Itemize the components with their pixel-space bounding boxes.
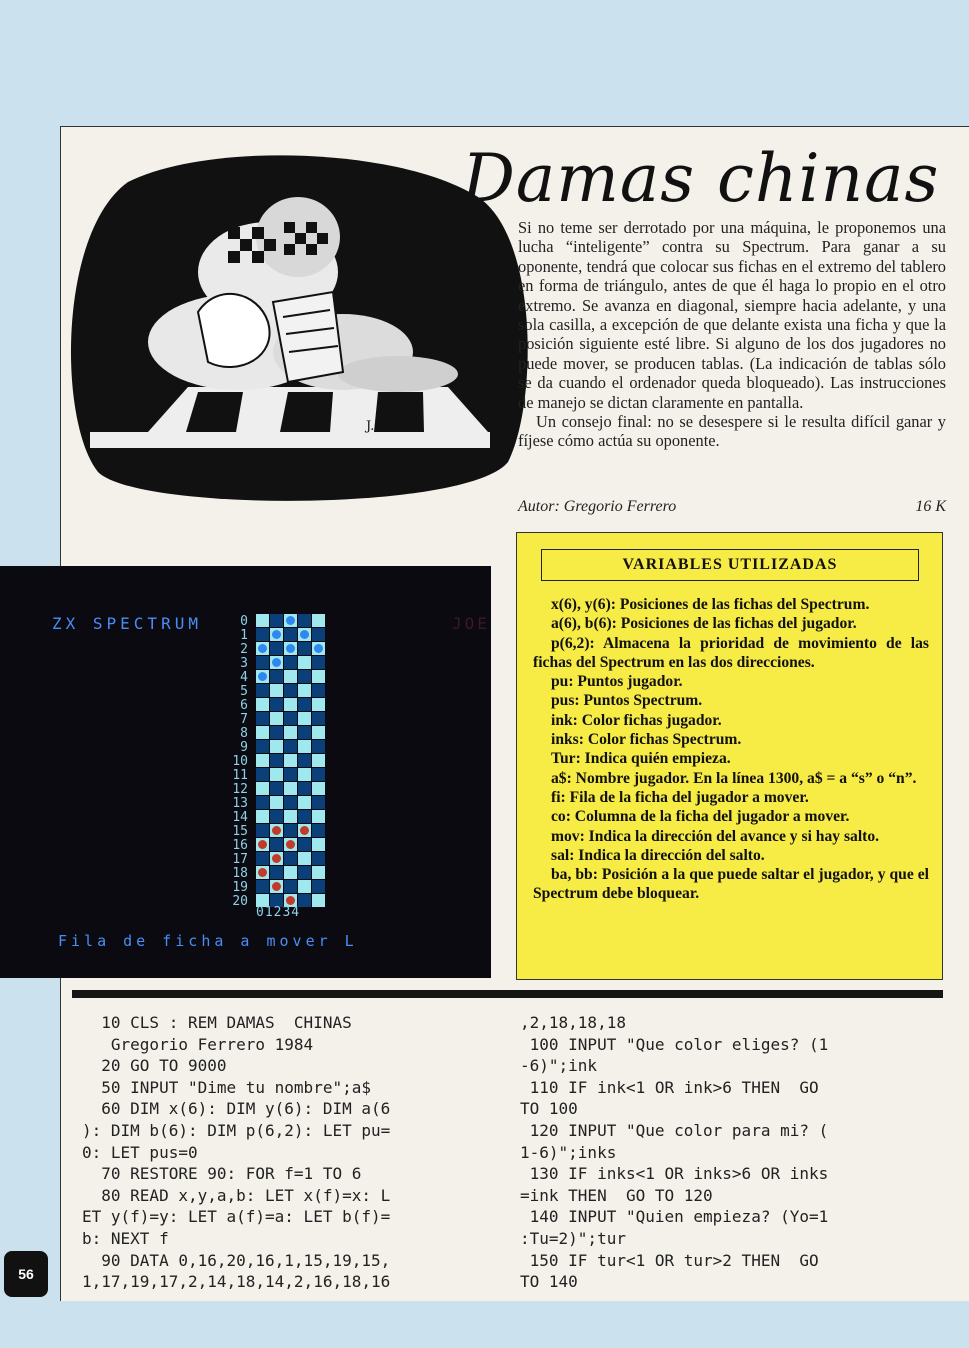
variables-heading: VARIABLES UTILIZADAS [541,549,919,581]
player-piece [300,826,309,835]
variables-box [516,532,943,980]
board-cell [256,782,269,795]
board-cell [270,810,283,823]
screen-prompt: Fila de ficha a mover L [58,932,358,950]
board-cell [312,866,325,879]
variable-item: mov: Indica la dirección del avance y si hay salto. [551,827,880,845]
board-cell [270,628,283,641]
board-cell [270,698,283,711]
board-cell [312,670,325,683]
spectrum-piece [258,644,267,653]
board-row-number: 8 [240,726,248,741]
board-cell [284,810,297,823]
variable-item: a(6), b(6): Posiciones de las fichas del jugador. [551,615,857,633]
board-cell [270,838,283,851]
board-cell [284,614,297,627]
board-cell [312,656,325,669]
board-cell [312,698,325,711]
code-line: 70 RESTORE 90: FOR f=1 TO 6 [82,1164,362,1184]
code-line: 60 DIM x(6): DIM y(6): DIM a(6 [82,1099,391,1119]
board-cell [298,768,311,781]
board-cell [256,810,269,823]
board-cell [256,614,269,627]
board-row-number: 17 [232,852,248,867]
board-cell [270,684,283,697]
board-column-numbers: 01234 [256,905,301,920]
board-cell [270,726,283,739]
board-cell [298,782,311,795]
board-cell [284,628,297,641]
board-cell [270,824,283,837]
player-piece [272,854,281,863]
code-line: 1,17,19,17,2,14,18,14,2,16,18,16 [82,1272,391,1292]
variables-list [533,595,929,904]
code-line: ET y(f)=y: LET a(f)=a: LET b(f)= [82,1207,391,1227]
intro-paragraph-1: Si no teme ser derrotado por una máquina, le proponemos una lucha “inteligente” contra su Spectrum. Para ganar a su oponente, tendrá que colocar sus fichas en el extremo del tablero en forma de triángulo, antes de que él haga lo propio en el otro extremo. Se avanza en diagonal, siempre hacia adelante, y una sola casilla, a excepción de que delante exista una ficha y que la posición siguiente esté libre. Si alguno de los dos jugadores no puede mover, se producen tablas. (La indicación de tablas sólo se da cuando el ordenador queda bloqueado). Las instrucciones de manejo se dictan claramente en pantalla. [518,218,946,412]
board-cell [284,866,297,879]
spectrum-piece [272,630,281,639]
variable-item: Tur: Indica quién empieza. [551,750,731,768]
board-cell [284,726,297,739]
board-row-number: 12 [232,782,248,797]
board-cell [256,880,269,893]
code-line: 80 READ x,y,a,b: LET x(f)=x: L [82,1185,391,1205]
board-cell [270,656,283,669]
code-line: TO 100 [520,1099,578,1119]
board-cell [312,768,325,781]
board-cell [256,670,269,683]
player-piece [272,882,281,891]
memory-requirement: 16 K [915,498,946,515]
board-cell [312,894,325,907]
board-cell [298,684,311,697]
code-line: 150 IF tur<1 OR tur>2 THEN GO [520,1250,819,1270]
intro-paragraph-2: Un consejo final: no se desespere si le resulta difícil ganar y fíjese cómo actúa su oponente. [518,412,946,451]
board-cell [270,614,283,627]
article-title: Damas chinas [462,140,940,217]
board-cell [256,628,269,641]
board-cell [256,838,269,851]
code-line: Gregorio Ferrero 1984 [82,1034,314,1054]
board-cell [284,684,297,697]
board-cell [284,880,297,893]
board-cell [298,754,311,767]
board-row-number: 18 [232,866,248,881]
article-intro [518,218,946,451]
board-cell [256,656,269,669]
board-cell [312,740,325,753]
board-row-number: 19 [232,880,248,895]
board-cell [312,824,325,837]
code-line: 90 DATA 0,16,20,16,1,15,19,15, [82,1250,391,1270]
variable-item: sal: Indica la dirección del salto. [551,846,765,864]
board-row-number: 6 [240,698,248,713]
board-cell [284,670,297,683]
player-piece [286,896,295,905]
board-row-number: 2 [240,642,248,657]
board-row-number: 9 [240,740,248,755]
variable-item: p(6,2): Almacena la prioridad de movimiento de las fichas del Spectrum en las dos direcciones. [533,634,929,671]
board-cell [298,796,311,809]
variable-item: ba, bb: Posición a la que puede saltar el jugador, y que el Spectrum debe bloquear. [533,866,929,903]
board-cell [312,684,325,697]
variable-item: a$: Nombre jugador. En la línea 1300, a$ = a “s” o “n”. [551,769,917,787]
player-piece [258,868,267,877]
variable-item: fi: Fila de la ficha del jugador a mover. [551,788,809,806]
board-row-number: 1 [240,628,248,643]
board-cell [270,642,283,655]
code-listing-left [82,1012,390,1293]
board-cell [284,712,297,725]
board-cell [256,698,269,711]
code-line: 1-6)";inks [520,1142,617,1162]
code-line: 20 GO TO 9000 [82,1056,227,1076]
board-cell [312,628,325,641]
board-cell [256,642,269,655]
board-cell [312,642,325,655]
board-row-number: 10 [232,754,248,769]
player-piece [258,840,267,849]
board-cell [270,782,283,795]
board-cell [298,880,311,893]
code-line: b: NEXT f [82,1228,169,1248]
spectrum-piece [258,672,267,681]
board-cell [298,726,311,739]
board-cell [312,810,325,823]
board-cell [284,740,297,753]
board-cell [284,768,297,781]
board-cell [284,754,297,767]
code-line: 50 INPUT "Dime tu nombre";a$ [82,1077,371,1097]
code-listing-right [520,1012,828,1293]
code-line: 10 CLS : REM DAMAS CHINAS [82,1013,352,1032]
board-cell [312,838,325,851]
code-line: 140 INPUT "Quien empieza? (Yo=1 [520,1207,829,1227]
spectrum-piece [272,658,281,667]
board-cell [256,712,269,725]
code-line: 120 INPUT "Que color para mi? ( [520,1120,829,1140]
variable-item: co: Columna de la ficha del jugador a mover. [551,808,850,826]
code-line: :Tu=2)";tur [520,1228,626,1248]
board-row-number: 11 [232,768,248,783]
board-cell [312,852,325,865]
board-cell [298,852,311,865]
byline [518,498,946,520]
board-cell [298,614,311,627]
variable-item: pus: Puntos Spectrum. [551,692,703,710]
board-cell [312,726,325,739]
board-cell [298,628,311,641]
board-row-number: 5 [240,684,248,699]
screen-label: ZX SPECTRUM [52,614,202,633]
code-line: 0: LET pus=0 [82,1142,198,1162]
board-cell [298,642,311,655]
board-cell [298,824,311,837]
code-line: ): DIM b(6): DIM p(6,2): LET pu= [82,1120,391,1140]
board-cell [270,768,283,781]
board-cell [270,740,283,753]
variable-item: x(6), y(6): Posiciones de las fichas del Spectrum. [551,596,870,613]
board-cell [312,782,325,795]
code-line: TO 140 [520,1272,578,1292]
screen-ghost-text: JOE [452,614,490,633]
board-cell [270,852,283,865]
player-piece [272,826,281,835]
board-row-number: 15 [232,824,248,839]
board-row-number: 3 [240,656,248,671]
board-cell [270,866,283,879]
variable-item: inks: Color fichas Spectrum. [551,731,742,749]
board-cell [312,796,325,809]
board-cell [270,670,283,683]
spectrum-piece [286,616,295,625]
spectrum-piece [300,630,309,639]
board-cell [284,838,297,851]
code-line: 130 IF inks<1 OR inks>6 OR inks [520,1164,829,1184]
board-cell [284,796,297,809]
code-line: ,2,18,18,18 [520,1013,626,1032]
page-number: 56 [4,1251,48,1297]
board-row-number: 4 [240,670,248,685]
board-cell [284,782,297,795]
board-cell [270,880,283,893]
code-line: 110 IF ink<1 OR ink>6 THEN GO [520,1077,819,1097]
board-cell [284,698,297,711]
spectrum-piece [314,644,323,653]
board-cell [270,712,283,725]
board-cell [312,614,325,627]
board-row-number: 20 [232,894,248,909]
board-row-number: 7 [240,712,248,727]
board-cell [312,754,325,767]
code-line: =ink THEN GO TO 120 [520,1185,713,1205]
board-cell [256,726,269,739]
board-cell [284,642,297,655]
board-row-number: 14 [232,810,248,825]
player-piece [286,840,295,849]
board-cell [256,796,269,809]
board-cell [256,754,269,767]
board-cell [298,740,311,753]
board-row-number: 16 [232,838,248,853]
board-cell [256,866,269,879]
board-cell [256,768,269,781]
spectrum-piece [286,644,295,653]
board-row-number: 13 [232,796,248,811]
board-cell [298,698,311,711]
code-line: 100 INPUT "Que color eliges? (1 [520,1034,829,1054]
illustration-signature: J.C.T. [366,419,399,434]
board-cell [312,712,325,725]
board-cell [284,656,297,669]
divider-rule [72,990,943,998]
board-row-number: 0 [240,614,248,629]
board-cell [270,754,283,767]
board-cell [256,684,269,697]
author: Autor: Gregorio Ferrero [518,498,677,515]
board-cell [256,852,269,865]
board-cell [256,824,269,837]
board-cell [298,838,311,851]
code-line: -6)";ink [520,1056,598,1076]
board-cell [256,740,269,753]
board-cell [284,824,297,837]
variable-item: pu: Puntos jugador. [551,673,683,691]
board-cell [270,796,283,809]
variable-item: ink: Color fichas jugador. [551,711,722,729]
board-cell [312,880,325,893]
board-cell [298,670,311,683]
board-cell [298,810,311,823]
board-cell [298,712,311,725]
board-cell [298,866,311,879]
board-cell [284,852,297,865]
board-cell [298,656,311,669]
